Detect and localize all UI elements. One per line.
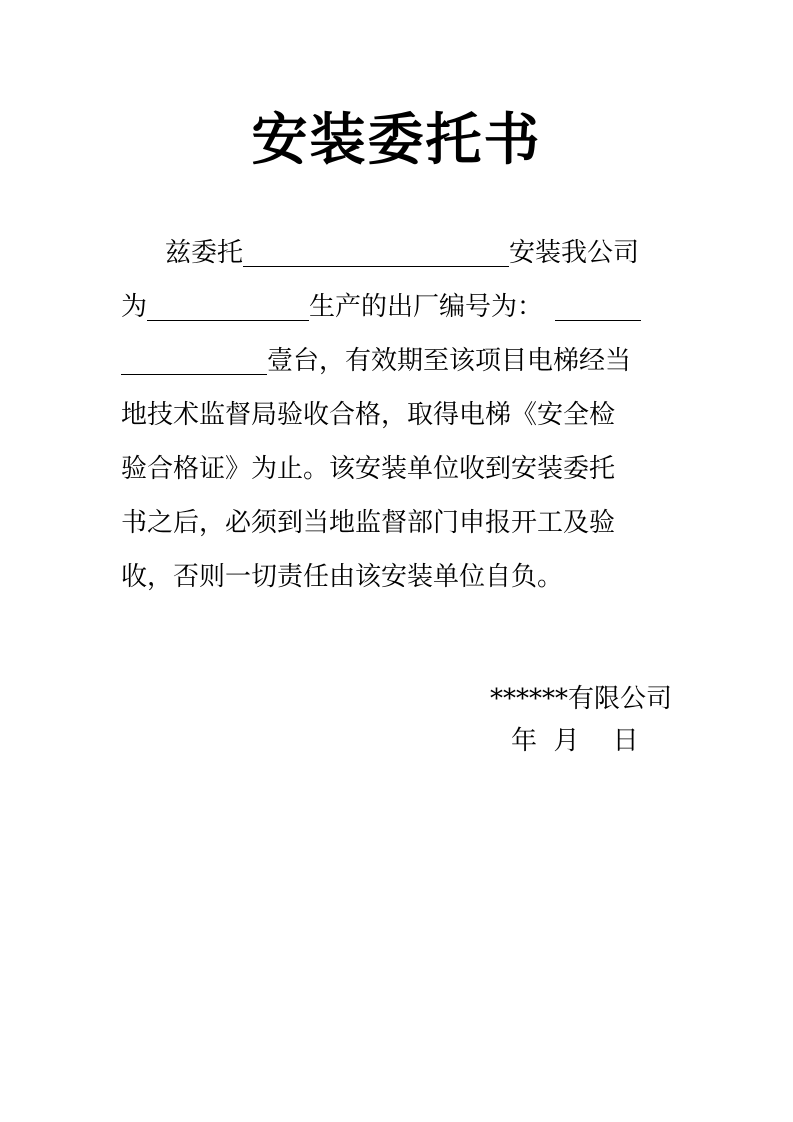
install-our-company-text: 安装我公司 <box>509 238 640 268</box>
paragraph-line-4: 地技术监督局验收合格，取得电梯《安全检 <box>121 400 616 430</box>
installer-name-blank[interactable] <box>243 230 509 267</box>
signature-date: 年 月 日 <box>511 726 639 756</box>
manufacturer-blank[interactable] <box>147 284 309 321</box>
serial-number-blank-end[interactable] <box>121 338 267 375</box>
paragraph-line-6: 书之后，必须到当地监督部门申报开工及验 <box>121 508 616 538</box>
paragraph-line-3-text: 壹台，有效期至该项目电梯经当 <box>267 346 632 376</box>
entrust-label: 兹委托 <box>165 238 244 268</box>
paragraph-line-1 <box>121 226 681 280</box>
paragraph-line-5: 验合格证》为止。该安装单位收到安装委托 <box>121 454 616 484</box>
serial-number-label: 生产的出厂编号为： <box>309 292 544 322</box>
delegation-paragraph <box>121 226 681 604</box>
serial-number-blank-start[interactable] <box>555 284 641 321</box>
paragraph-line-7: 收，否则一切责任由该安装单位自负。 <box>121 562 564 592</box>
company-signature: ******有限公司 <box>489 684 672 714</box>
paragraph-line-2 <box>121 280 681 334</box>
for-label: 为 <box>121 292 148 322</box>
document-title: 安装委托书 <box>251 107 542 173</box>
paragraph-line-3 <box>121 334 681 388</box>
